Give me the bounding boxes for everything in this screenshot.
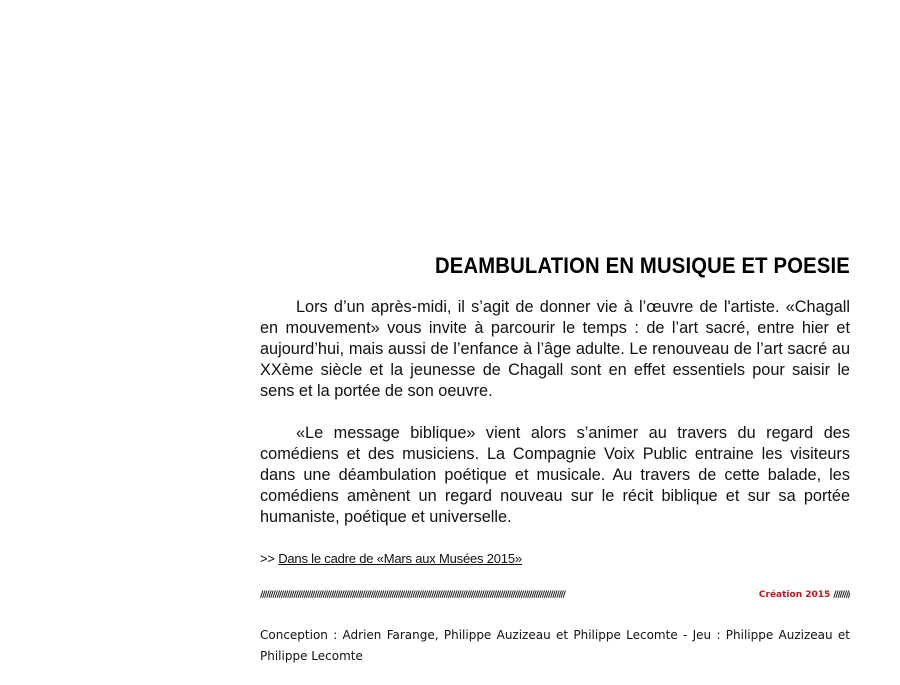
context-line: [260, 550, 850, 568]
mars-aux-musees-link[interactable]: Dans le cadre de «Mars aux Musées 2015»: [278, 551, 522, 566]
creation-separator: [260, 588, 850, 602]
separator-slashes-right: ////////: [833, 590, 850, 600]
separator-slashes-left: //////////////////////////////////////////////////////////////////////////////////////////////////////////////////////////////////////////////////: [260, 590, 565, 600]
credits: Conception : Adrien Farange, Philippe Auzizeau et Philippe Lecomte - Jeu : Philippe Auzizeau et Philippe Lecomte: [260, 628, 850, 663]
link-prefix: >>: [260, 551, 275, 566]
article: [260, 252, 850, 679]
creation-label: Création 2015: [758, 590, 831, 600]
paragraph-message: «Le message biblique» vient alors s’animer au travers du regard des comédiens et des musiciens. La Compagnie Voix Public entraine les visiteurs dans une déambulation poétique et musicale. Au travers de cette balade, les comédiens amènent un regard nouveau sur le récit biblique et sur sa portée humaniste, poétique et universelle.: [260, 424, 850, 526]
article-title: DEAMBULATION EN MUSIQUE ET POESIE: [434, 253, 850, 278]
paragraph-intro: Lors d’un après-midi, il s’agit de donner vie à l’œuvre de l'artiste. «Chagall en mouvement» vous invite à parcourir le temps : de l’art sacré, entre hier et aujourd’hui, mais aussi de l’enfance à l’âge adulte. Le renouveau de l’art sacré au XXème siècle et la jeunesse de Chagall sont en effet essentiels pour saisir le sens et la portée de son oeuvre.: [260, 298, 850, 400]
